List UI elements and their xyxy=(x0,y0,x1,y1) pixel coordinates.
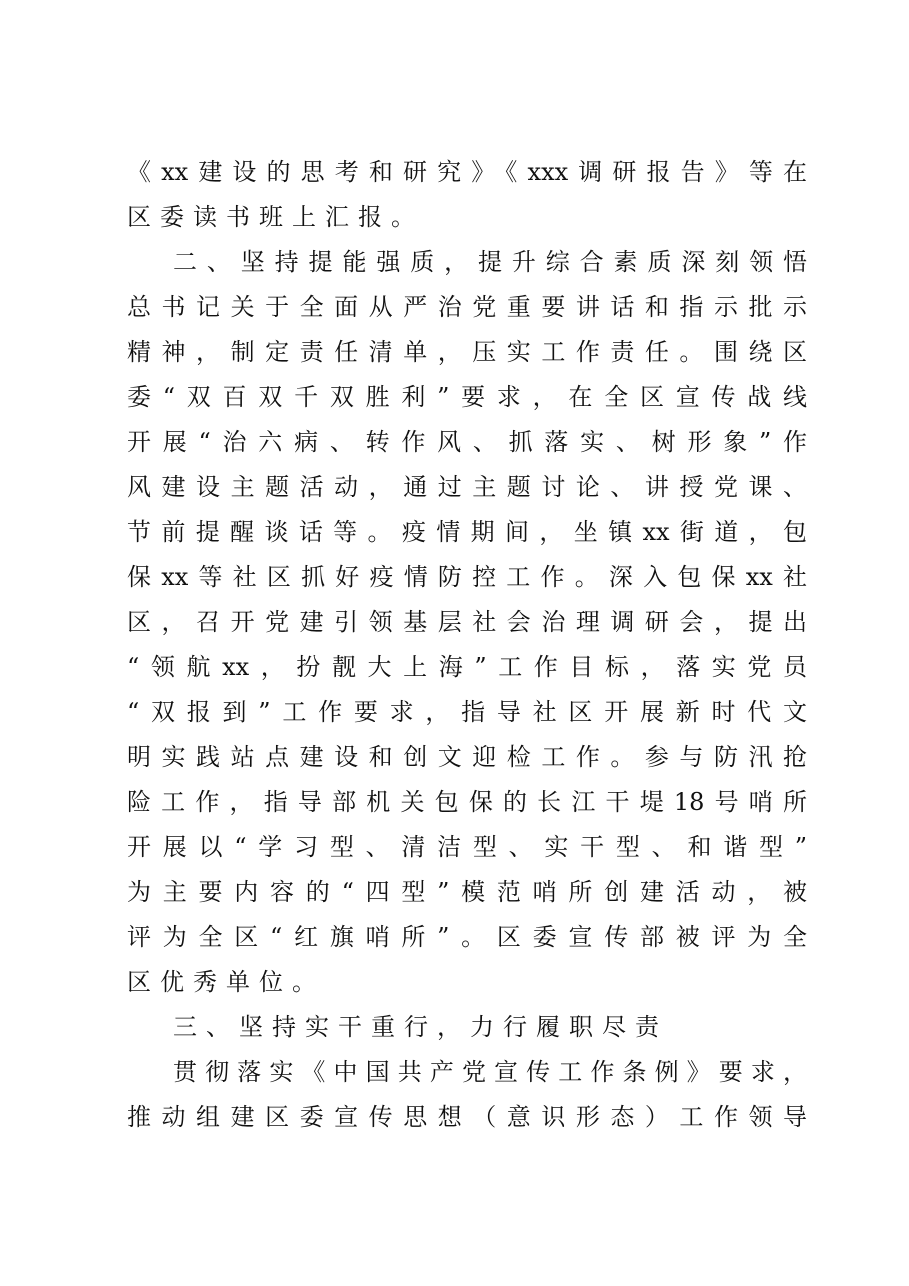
text-line: 开展以“学习型、清洁型、实干型、和谐型” xyxy=(127,833,807,861)
text-line: 保xx等社区抓好疫情防控工作。深入包保xx社 xyxy=(127,563,807,591)
text-line: 三、坚持实干重行，力行履职尽责 xyxy=(173,1013,668,1041)
text-line: 风建设主题活动，通过主题讨论、讲授党课、 xyxy=(127,473,807,501)
text-line: 评为全区“红旗哨所”。区委宣传部被评为全 xyxy=(127,923,807,951)
text-line: 推动组建区委宣传思想（意识形态）工作领导 xyxy=(127,1103,807,1131)
text-line: “双报到”工作要求，指导社区开展新时代文 xyxy=(127,698,807,726)
text-line: 开展“治六病、转作风、抓落实、树形象”作 xyxy=(127,428,807,456)
body-text xyxy=(127,150,807,1140)
text-line: 《xx建设的思考和研究》《xxx调研报告》等在 xyxy=(127,158,807,186)
text-line: 区，召开党建引领基层社会治理调研会，提出 xyxy=(127,608,807,636)
text-line: 为主要内容的“四型”模范哨所创建活动，被 xyxy=(127,878,807,906)
text-line: 区委读书班上汇报。 xyxy=(127,203,424,231)
text-line: 委“双百双千双胜利”要求，在全区宣传战线 xyxy=(127,383,807,411)
text-line: 二、坚持提能强质，提升综合素质深刻领悟 xyxy=(173,248,807,276)
text-line: “领航xx，扮靓大上海”工作目标，落实党员 xyxy=(127,653,807,681)
text-line: 区优秀单位。 xyxy=(127,968,325,996)
text-line: 贯彻落实《中国共产党宣传工作条例》要求， xyxy=(173,1058,807,1086)
text-line: 险工作，指导部机关包保的长江干堤18号哨所 xyxy=(127,788,807,816)
text-line: 节前提醒谈话等。疫情期间，坐镇xx街道，包 xyxy=(127,518,807,546)
text-line: 总书记关于全面从严治党重要讲话和指示批示 xyxy=(127,293,807,321)
text-line: 精神，制定责任清单，压实工作责任。围绕区 xyxy=(127,338,807,366)
text-line: 明实践站点建设和创文迎检工作。参与防汛抢 xyxy=(127,743,807,771)
